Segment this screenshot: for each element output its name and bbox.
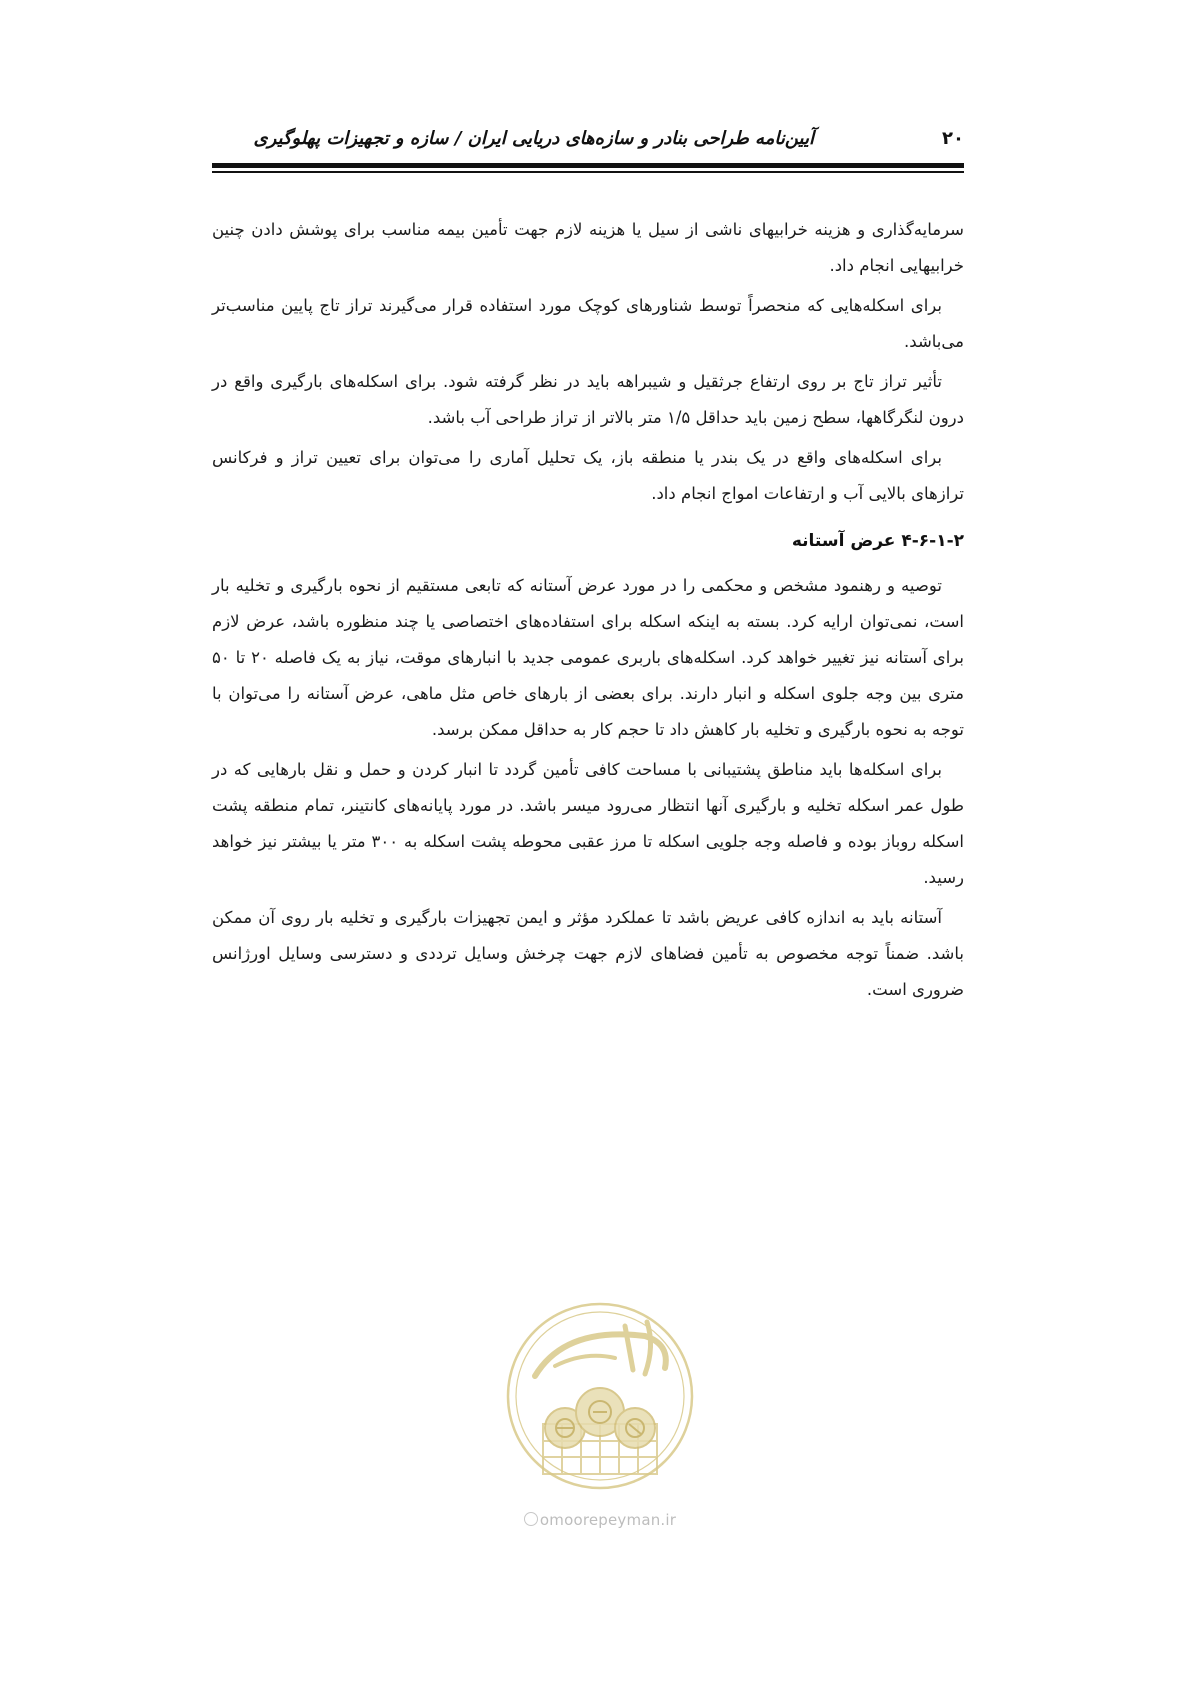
- paragraph: توصیه و رهنمود مشخص و محکمی را در مورد عرض آستانه که تابعی مستقیم از نحوه بارگیری و تخلیه بار است، نمی‌توان ارایه کرد. بسته به اینکه اسکله برای استفاده‌های اختصاصی یا چند منظوره باشد، عرض لازم برای آستانه نیز تغییر خواهد کرد. اسکله‌های باربری عمومی جدید با انبارهای موقت، نیاز به یک فاصله ۲۰ تا ۵۰ متری بین وجه جلوی اسکله و انبار دارند. برای بعضی از بارهای خاص مثل ماهی، عرض آستانه را می‌توان با توجه به نحوه بارگیری و تخلیه بار کاهش داد تا حجم کار به حداقل ممکن برسد.: [212, 576, 964, 739]
- watermark-url-icon: [524, 1512, 538, 1526]
- paragraph: برای اسکله‌هایی که منحصراً توسط شناورهای کوچک مورد استفاده قرار می‌گیرند تراز تاج پایین مناسب‌تر می‌باشد.: [212, 296, 964, 351]
- paragraph: سرمایه‌گذاری و هزینه خرابیهای ناشی از سیل یا هزینه لازم جهت تأمین بیمه مناسب برای پوشش دادن چنین خرابیهایی انجام داد.: [212, 220, 964, 275]
- header-rule-thin: [212, 171, 964, 173]
- header-title: آیین‌نامه طراحی بنادر و سازه‌های دریایی ایران / سازه و تجهیزات پهلوگیری: [253, 128, 814, 149]
- paragraph: برای اسکله‌ها باید مناطق پشتیبانی با مساحت کافی تأمین گردد تا انبار کردن و حمل و نقل بارهایی که در طول عمر اسکله تخلیه و بارگیری آنها انتظار می‌رود میسر باشد. در مورد پایانه‌های کانتینر، تمام منطقه پشت اسکله روباز بوده و فاصله وجه جلویی اسکله تا مرز عقبی محوطه پشت اسکله به ۳۰۰ متر یا بیشتر نیز خواهد رسید.: [212, 760, 964, 887]
- page-number: ۲۰: [942, 128, 964, 149]
- header-rule-thick: [212, 163, 964, 168]
- paragraph: برای اسکله‌های واقع در یک بندر یا منطقه باز، یک تحلیل آماری را می‌توان برای تعیین تراز و فرکانس ترازهای بالایی آب و ارتفاعات امواج انجام داد.: [212, 448, 964, 503]
- watermark-logo: [495, 1296, 705, 1500]
- watermark-url: [505, 1511, 695, 1529]
- section-heading: ۴-۶-۱-۲ عرض آستانه: [791, 531, 964, 551]
- paragraph: تأثیر تراز تاج بر روی ارتفاع جرثقیل و شیبراهه باید در نظر گرفته شود. برای اسکله‌های بارگیری واقع در درون لنگرگاهها، سطح زمین باید حداقل ۱/۵ متر بالاتر از تراز طراحی آب باشد.: [212, 372, 964, 427]
- running-header: [212, 126, 964, 156]
- watermark-url-text: omoorepeyman.ir: [539, 1511, 677, 1529]
- body-text: [212, 212, 964, 1012]
- paragraph: آستانه باید به اندازه کافی عریض باشد تا عملکرد مؤثر و ایمن تجهیزات بارگیری و تخلیه بار روی آن ممکن باشد. ضمناً توجه مخصوص به تأمین فضاهای لازم جهت چرخش وسایل ترددی و دسترسی وسایل اورژانس ضروری است.: [212, 908, 964, 999]
